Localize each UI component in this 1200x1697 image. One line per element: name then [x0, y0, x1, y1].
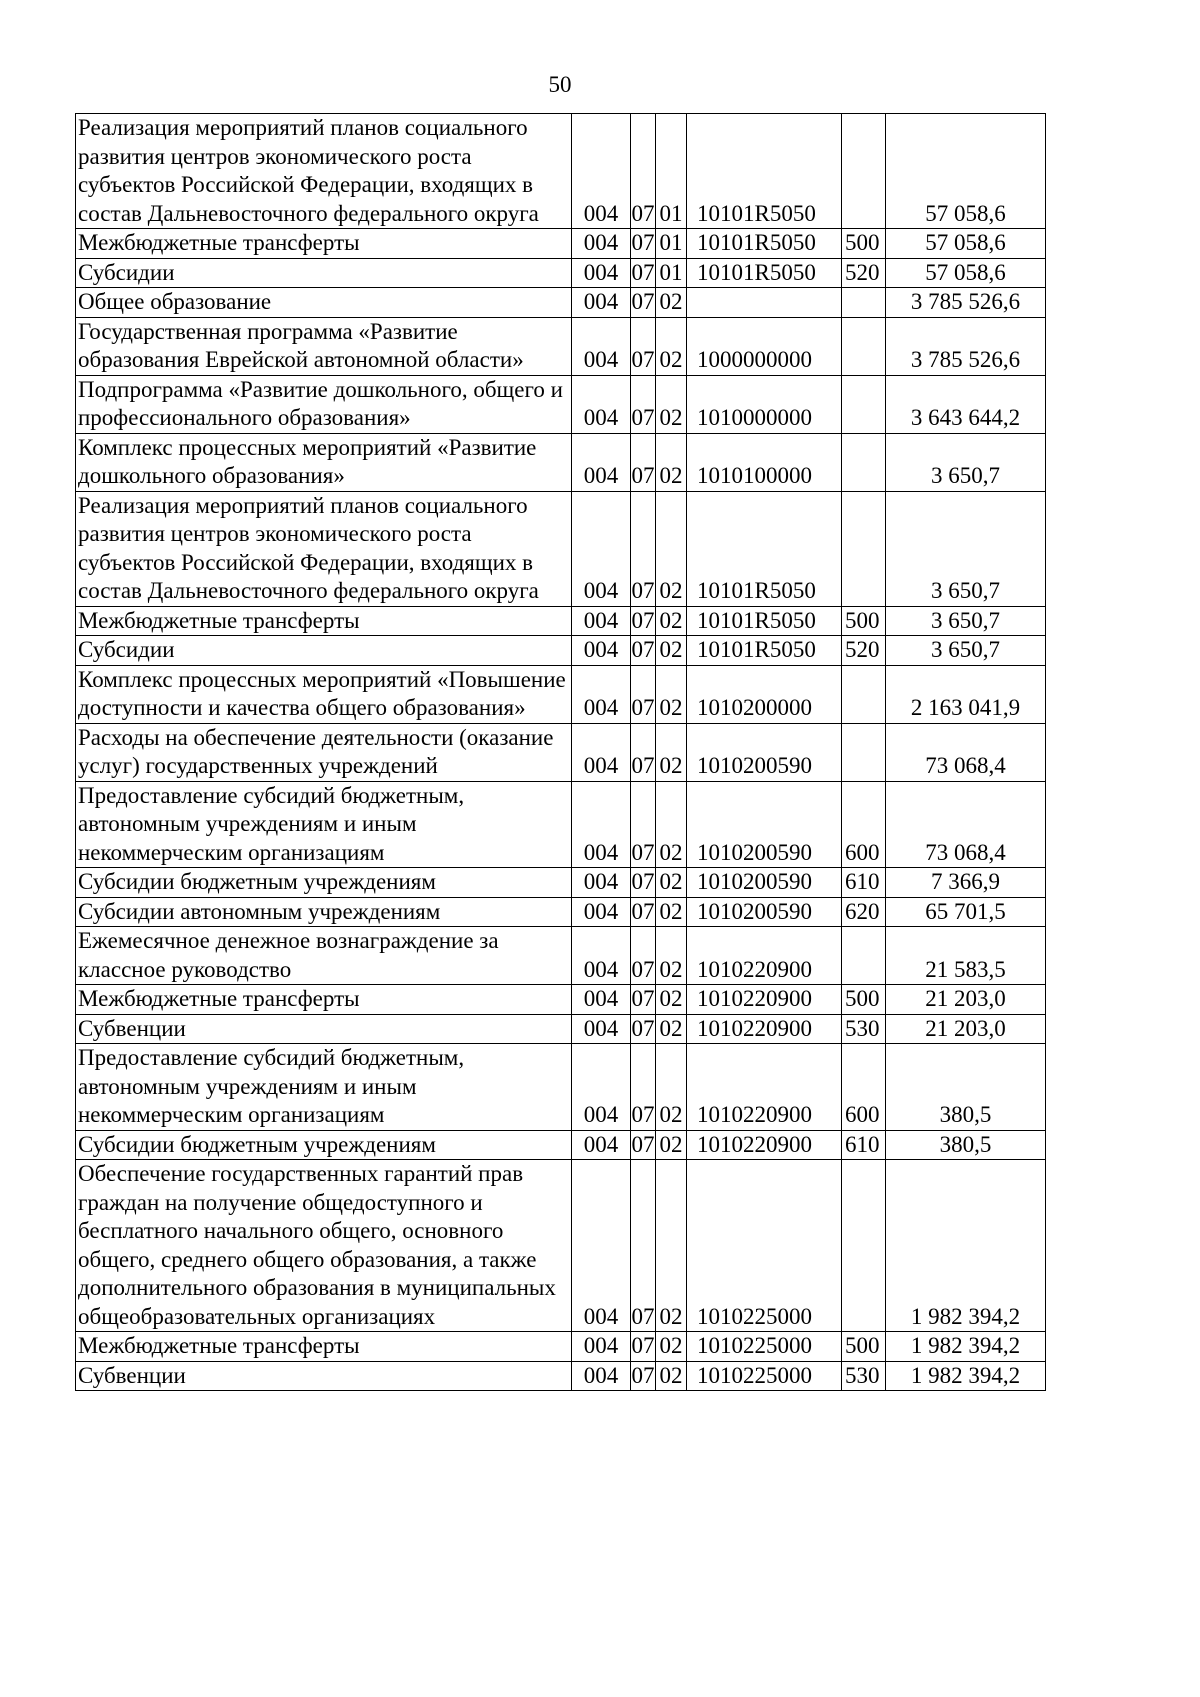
row-target-article: 10101R5050 — [687, 606, 842, 636]
row-section-code: 07 — [631, 1014, 656, 1044]
budget-table-body — [76, 114, 1046, 1391]
row-expense-type: 500 — [842, 229, 886, 259]
row-expense-type — [842, 723, 886, 781]
row-subsection-code: 02 — [656, 1332, 687, 1362]
row-subsection-code: 01 — [656, 229, 687, 259]
table-row — [76, 1160, 1046, 1332]
row-expense-type — [842, 433, 886, 491]
table-row — [76, 781, 1046, 868]
row-ved-code: 004 — [572, 375, 631, 433]
row-target-article: 1010220900 — [687, 1130, 842, 1160]
row-subsection-code: 02 — [656, 985, 687, 1015]
row-expense-type — [842, 114, 886, 229]
row-expense-type: 620 — [842, 897, 886, 927]
row-ved-code: 004 — [572, 433, 631, 491]
row-subsection-code: 02 — [656, 1361, 687, 1391]
row-amount: 1 982 394,2 — [886, 1160, 1046, 1332]
row-amount: 3 650,7 — [886, 491, 1046, 606]
row-subsection-code: 02 — [656, 317, 687, 375]
row-section-code: 07 — [631, 927, 656, 985]
row-amount: 73 068,4 — [886, 723, 1046, 781]
row-name: Субсидии бюджетным учреждениям — [76, 868, 572, 898]
row-section-code: 07 — [631, 114, 656, 229]
table-row — [76, 375, 1046, 433]
row-name: Подпрограмма «Развитие дошкольного, общего и профессионального образования» — [76, 375, 572, 433]
row-section-code: 07 — [631, 636, 656, 666]
row-expense-type: 520 — [842, 636, 886, 666]
table-row — [76, 258, 1046, 288]
table-row — [76, 114, 1046, 229]
row-amount: 7 366,9 — [886, 868, 1046, 898]
row-ved-code: 004 — [572, 897, 631, 927]
table-row — [76, 723, 1046, 781]
row-amount: 21 203,0 — [886, 1014, 1046, 1044]
row-subsection-code: 02 — [656, 606, 687, 636]
row-amount: 3 650,7 — [886, 433, 1046, 491]
row-target-article: 1010225000 — [687, 1361, 842, 1391]
row-section-code: 07 — [631, 665, 656, 723]
row-name: Субвенции — [76, 1014, 572, 1044]
row-subsection-code: 02 — [656, 781, 687, 868]
row-ved-code: 004 — [572, 114, 631, 229]
row-section-code: 07 — [631, 1361, 656, 1391]
row-ved-code: 004 — [572, 665, 631, 723]
row-expense-type: 520 — [842, 258, 886, 288]
row-ved-code: 004 — [572, 258, 631, 288]
row-name: Межбюджетные трансферты — [76, 606, 572, 636]
row-amount: 380,5 — [886, 1044, 1046, 1131]
row-ved-code: 004 — [572, 491, 631, 606]
row-ved-code: 004 — [572, 985, 631, 1015]
row-amount: 2 163 041,9 — [886, 665, 1046, 723]
row-ved-code: 004 — [572, 1014, 631, 1044]
row-section-code: 07 — [631, 229, 656, 259]
row-name: Субвенции — [76, 1361, 572, 1391]
row-target-article: 1010200590 — [687, 781, 842, 868]
row-name: Реализация мероприятий планов социального развития центров экономического роста субъектов Российской Федерации, входящих в состав Дальневосточного федерального округа — [76, 491, 572, 606]
row-amount: 65 701,5 — [886, 897, 1046, 927]
row-amount: 21 583,5 — [886, 927, 1046, 985]
row-target-article: 10101R5050 — [687, 636, 842, 666]
row-amount: 57 058,6 — [886, 114, 1046, 229]
row-subsection-code: 02 — [656, 433, 687, 491]
row-section-code: 07 — [631, 258, 656, 288]
row-section-code: 07 — [631, 1160, 656, 1332]
row-name: Комплекс процессных мероприятий «Повышение доступности и качества общего образования» — [76, 665, 572, 723]
row-target-article — [687, 288, 842, 318]
row-subsection-code: 02 — [656, 636, 687, 666]
row-target-article: 1010220900 — [687, 985, 842, 1015]
row-ved-code: 004 — [572, 723, 631, 781]
row-name: Обеспечение государственных гарантий прав граждан на получение общедоступного и бесплатного начального общего, основного общего, среднего общего образования, а также дополнительного образования в муниципальных общеобразовательных организациях — [76, 1160, 572, 1332]
table-row — [76, 229, 1046, 259]
row-ved-code: 004 — [572, 1130, 631, 1160]
row-subsection-code: 01 — [656, 114, 687, 229]
row-expense-type — [842, 665, 886, 723]
row-amount: 380,5 — [886, 1130, 1046, 1160]
row-subsection-code: 02 — [656, 1014, 687, 1044]
row-subsection-code: 02 — [656, 927, 687, 985]
budget-table — [75, 113, 1046, 1391]
row-expense-type: 500 — [842, 606, 886, 636]
row-amount: 3 650,7 — [886, 636, 1046, 666]
table-row — [76, 433, 1046, 491]
row-target-article: 1010220900 — [687, 1014, 842, 1044]
row-amount: 3 785 526,6 — [886, 288, 1046, 318]
row-subsection-code: 02 — [656, 723, 687, 781]
table-row — [76, 665, 1046, 723]
row-amount: 57 058,6 — [886, 229, 1046, 259]
row-target-article: 10101R5050 — [687, 491, 842, 606]
row-expense-type: 500 — [842, 985, 886, 1015]
row-ved-code: 004 — [572, 868, 631, 898]
row-subsection-code: 02 — [656, 375, 687, 433]
row-section-code: 07 — [631, 1332, 656, 1362]
row-name: Субсидии автономным учреждениям — [76, 897, 572, 927]
row-section-code: 07 — [631, 317, 656, 375]
row-name: Ежемесячное денежное вознаграждение за классное руководство — [76, 927, 572, 985]
row-ved-code: 004 — [572, 781, 631, 868]
row-target-article: 1000000000 — [687, 317, 842, 375]
row-name: Межбюджетные трансферты — [76, 229, 572, 259]
row-target-article: 1010200000 — [687, 665, 842, 723]
row-ved-code: 004 — [572, 927, 631, 985]
row-expense-type — [842, 288, 886, 318]
row-amount: 3 785 526,6 — [886, 317, 1046, 375]
table-row — [76, 1332, 1046, 1362]
row-section-code: 07 — [631, 491, 656, 606]
row-section-code: 07 — [631, 868, 656, 898]
row-target-article: 1010100000 — [687, 433, 842, 491]
row-ved-code: 004 — [572, 1332, 631, 1362]
row-section-code: 07 — [631, 897, 656, 927]
row-target-article: 10101R5050 — [687, 258, 842, 288]
table-row — [76, 636, 1046, 666]
row-expense-type: 500 — [842, 1332, 886, 1362]
row-section-code: 07 — [631, 781, 656, 868]
row-amount: 57 058,6 — [886, 258, 1046, 288]
row-expense-type — [842, 1160, 886, 1332]
table-row — [76, 1130, 1046, 1160]
table-row — [76, 317, 1046, 375]
row-expense-type: 600 — [842, 1044, 886, 1131]
row-ved-code: 004 — [572, 1044, 631, 1131]
row-target-article: 1010200590 — [687, 868, 842, 898]
table-row — [76, 1044, 1046, 1131]
row-amount: 3 650,7 — [886, 606, 1046, 636]
row-expense-type: 530 — [842, 1014, 886, 1044]
row-ved-code: 004 — [572, 317, 631, 375]
row-name: Субсидии — [76, 636, 572, 666]
row-target-article: 10101R5050 — [687, 114, 842, 229]
row-amount: 1 982 394,2 — [886, 1361, 1046, 1391]
row-name: Предоставление субсидий бюджетным, автономным учреждениям и иным некоммерческим организациям — [76, 781, 572, 868]
row-section-code: 07 — [631, 288, 656, 318]
row-target-article: 1010220900 — [687, 927, 842, 985]
table-row — [76, 606, 1046, 636]
row-subsection-code: 02 — [656, 288, 687, 318]
row-ved-code: 004 — [572, 1361, 631, 1391]
row-name: Межбюджетные трансферты — [76, 985, 572, 1015]
row-target-article: 1010225000 — [687, 1160, 842, 1332]
row-name: Реализация мероприятий планов социального развития центров экономического роста субъектов Российской Федерации, входящих в состав Дальневосточного федерального округа — [76, 114, 572, 229]
row-name: Общее образование — [76, 288, 572, 318]
row-section-code: 07 — [631, 1130, 656, 1160]
row-section-code: 07 — [631, 985, 656, 1015]
row-name: Межбюджетные трансферты — [76, 1332, 572, 1362]
table-row — [76, 491, 1046, 606]
row-expense-type — [842, 927, 886, 985]
row-amount: 3 643 644,2 — [886, 375, 1046, 433]
row-name: Предоставление субсидий бюджетным, автономным учреждениям и иным некоммерческим организациям — [76, 1044, 572, 1131]
row-name: Субсидии — [76, 258, 572, 288]
row-amount: 21 203,0 — [886, 985, 1046, 1015]
table-row — [76, 288, 1046, 318]
row-expense-type — [842, 491, 886, 606]
row-amount: 73 068,4 — [886, 781, 1046, 868]
page-number: 50 — [548, 72, 572, 97]
row-subsection-code: 02 — [656, 491, 687, 606]
row-subsection-code: 02 — [656, 665, 687, 723]
row-expense-type: 530 — [842, 1361, 886, 1391]
row-name: Субсидии бюджетным учреждениям — [76, 1130, 572, 1160]
row-ved-code: 004 — [572, 636, 631, 666]
row-section-code: 07 — [631, 433, 656, 491]
row-target-article: 1010220900 — [687, 1044, 842, 1131]
row-subsection-code: 02 — [656, 1130, 687, 1160]
table-row — [76, 868, 1046, 898]
row-target-article: 10101R5050 — [687, 229, 842, 259]
row-subsection-code: 02 — [656, 868, 687, 898]
table-row — [76, 1014, 1046, 1044]
row-subsection-code: 02 — [656, 1044, 687, 1131]
row-subsection-code: 02 — [656, 897, 687, 927]
row-section-code: 07 — [631, 1044, 656, 1131]
row-ved-code: 004 — [572, 288, 631, 318]
table-row — [76, 897, 1046, 927]
row-section-code: 07 — [631, 723, 656, 781]
row-target-article: 1010225000 — [687, 1332, 842, 1362]
row-ved-code: 004 — [572, 1160, 631, 1332]
row-target-article: 1010200590 — [687, 897, 842, 927]
row-target-article: 1010000000 — [687, 375, 842, 433]
row-name: Комплекс процессных мероприятий «Развитие дошкольного образования» — [76, 433, 572, 491]
row-section-code: 07 — [631, 606, 656, 636]
row-section-code: 07 — [631, 375, 656, 433]
row-amount: 1 982 394,2 — [886, 1332, 1046, 1362]
row-expense-type — [842, 375, 886, 433]
row-expense-type — [842, 317, 886, 375]
row-target-article: 1010200590 — [687, 723, 842, 781]
row-name: Расходы на обеспечение деятельности (оказание услуг) государственных учреждений — [76, 723, 572, 781]
row-expense-type: 600 — [842, 781, 886, 868]
table-row — [76, 1361, 1046, 1391]
row-ved-code: 004 — [572, 606, 631, 636]
row-name: Государственная программа «Развитие образования Еврейской автономной области» — [76, 317, 572, 375]
row-subsection-code: 02 — [656, 1160, 687, 1332]
row-ved-code: 004 — [572, 229, 631, 259]
row-subsection-code: 01 — [656, 258, 687, 288]
table-row — [76, 985, 1046, 1015]
table-row — [76, 927, 1046, 985]
row-expense-type: 610 — [842, 868, 886, 898]
row-expense-type: 610 — [842, 1130, 886, 1160]
